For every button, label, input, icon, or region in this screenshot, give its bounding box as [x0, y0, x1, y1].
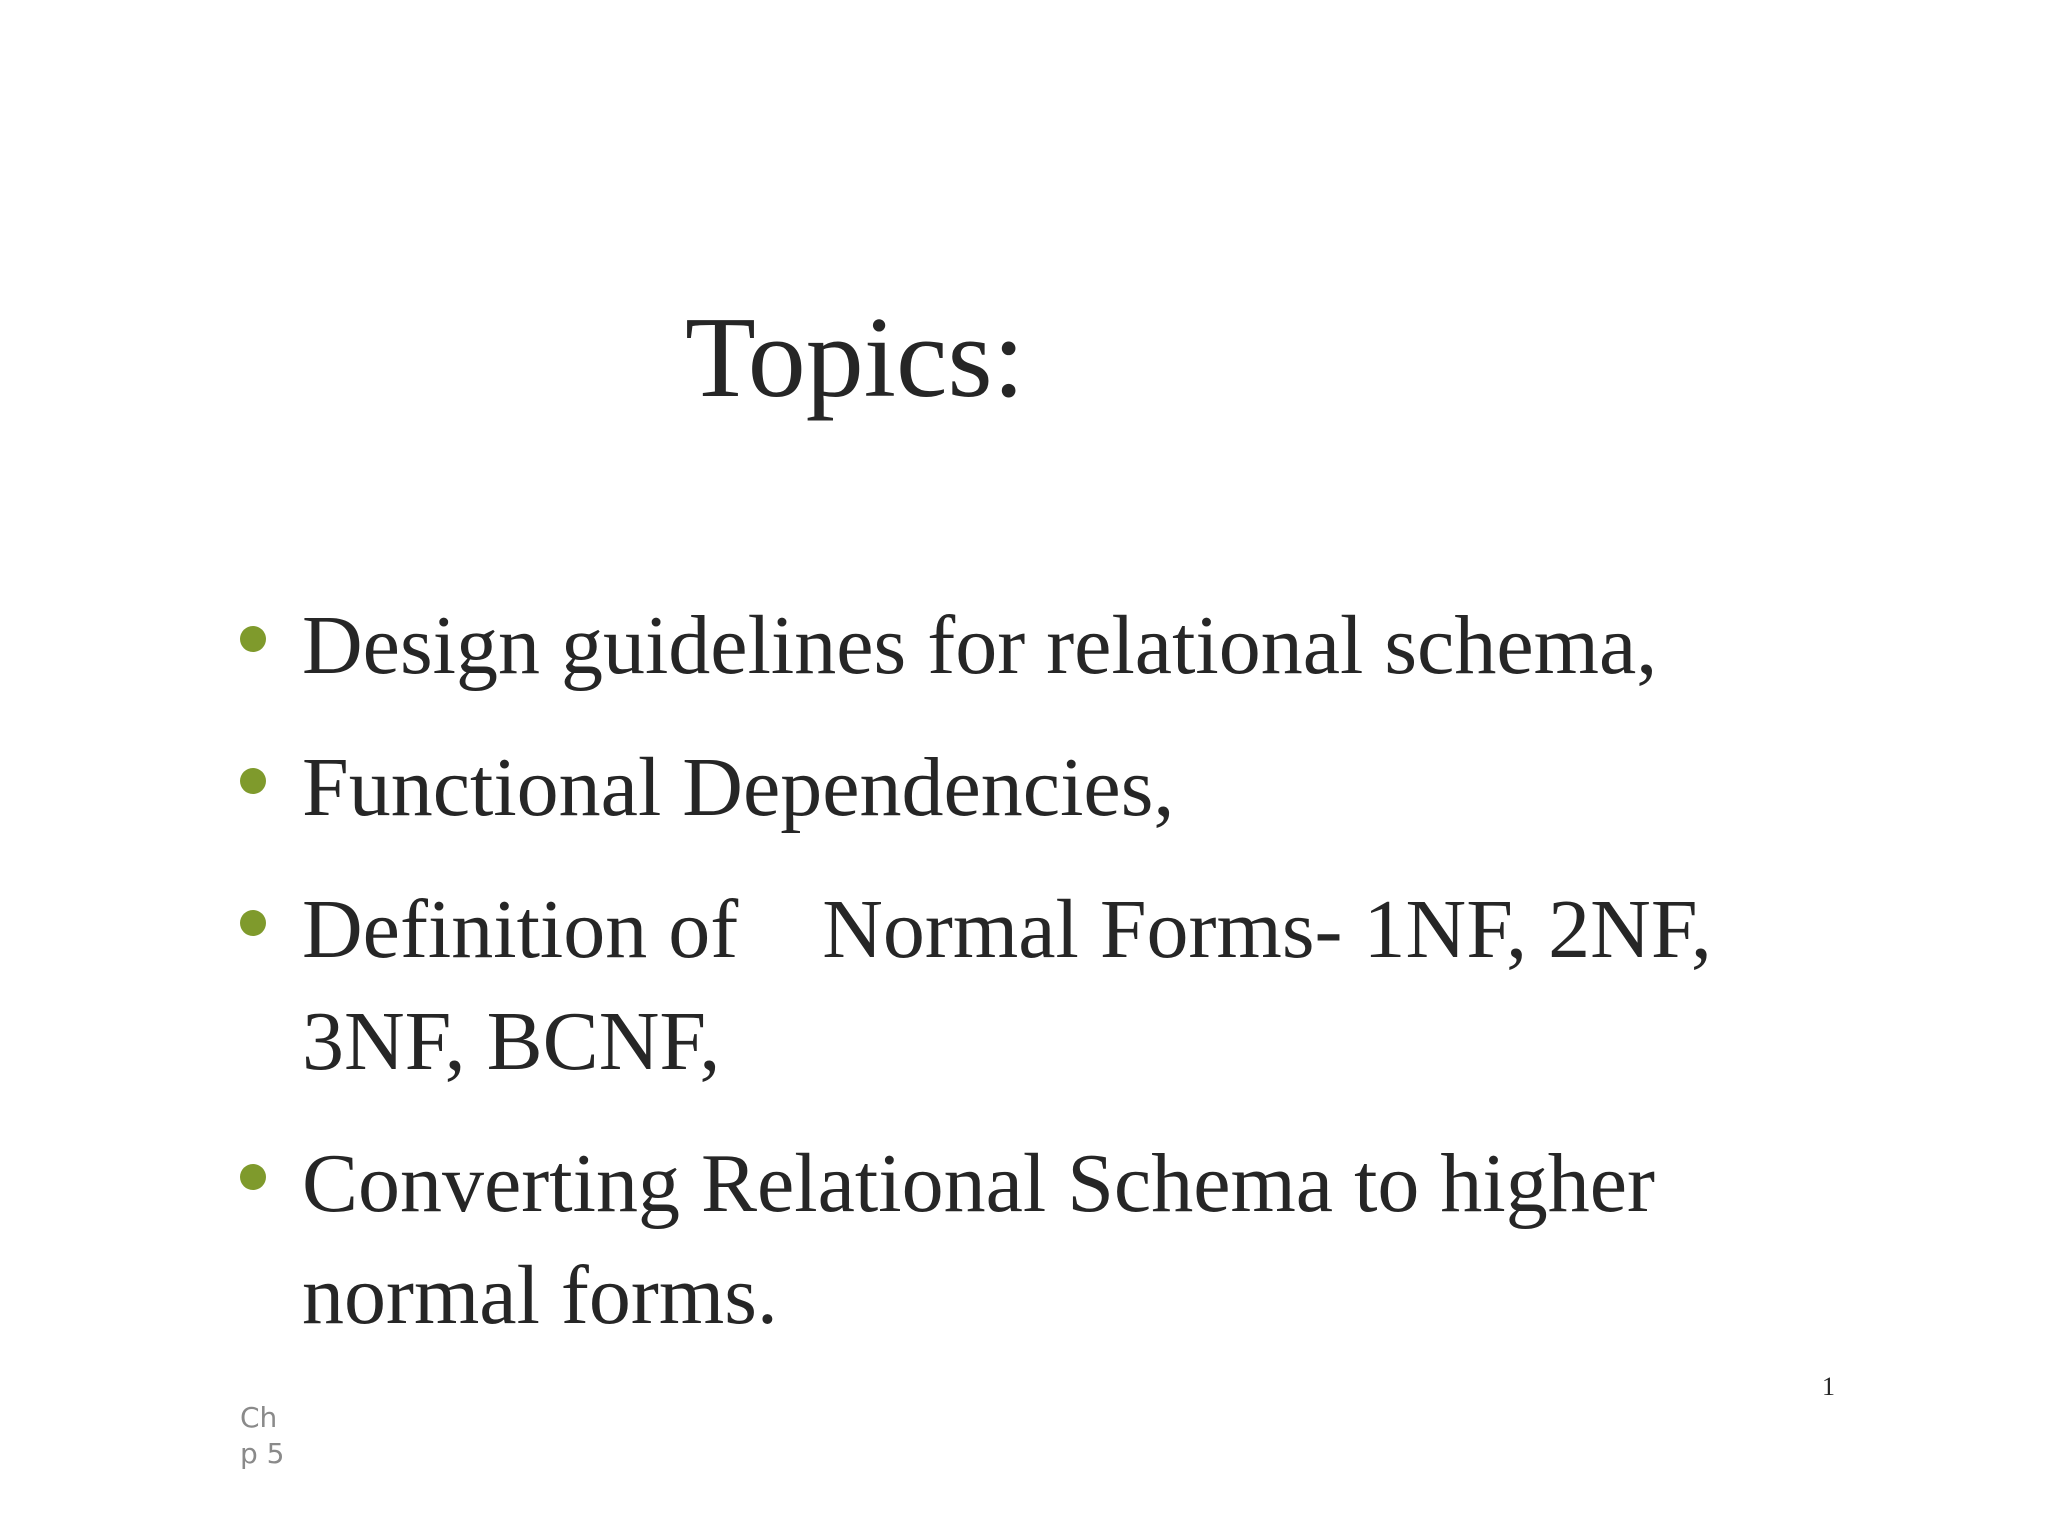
bullet-text: Converting Relational Schema to higher normal forms. — [302, 1137, 1677, 1342]
bullet-dot-icon — [240, 1164, 266, 1190]
bullet-text: Definition of Normal Forms- 1NF, 2NF, 3NF, BCNF, — [302, 883, 1733, 1088]
bullet-text: Design guidelines for relational schema, — [302, 599, 1658, 692]
chapter-label — [240, 1400, 290, 1472]
bullet-item — [240, 590, 1800, 702]
bullet-list — [240, 590, 1800, 1382]
slide-title: Topics: — [685, 294, 1025, 422]
bullet-dot-icon — [240, 626, 266, 652]
bullet-text: Functional Dependencies, — [302, 741, 1175, 834]
chapter-label-line1: Ch — [240, 1401, 278, 1434]
page-number: 1 — [1822, 1372, 1835, 1401]
chapter-label-line2: p 5 — [240, 1437, 285, 1470]
bullet-dot-icon — [240, 768, 266, 794]
bullet-dot-icon — [240, 910, 266, 936]
bullet-item — [240, 732, 1800, 844]
bullet-item — [240, 874, 1800, 1098]
bullet-item — [240, 1128, 1800, 1352]
